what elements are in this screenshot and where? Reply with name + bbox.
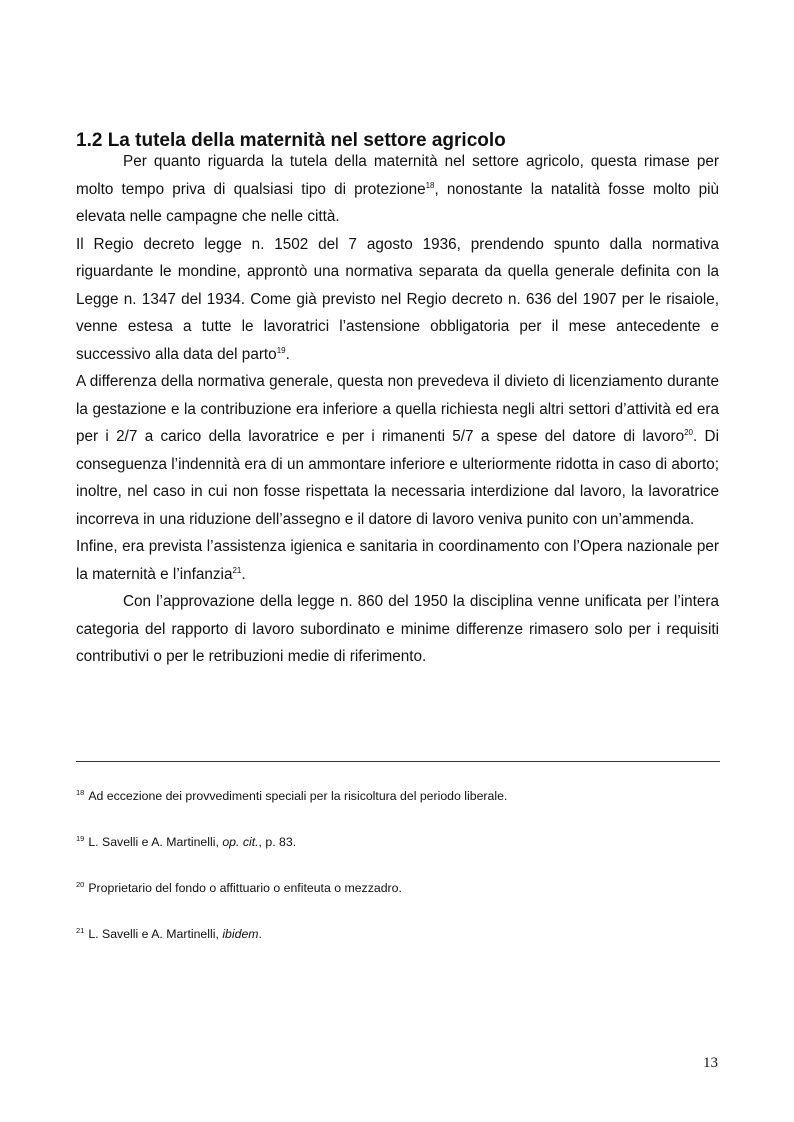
footnote-text: L. Savelli e A. Martinelli,: [88, 927, 223, 941]
section-heading: 1.2 La tutela della maternità nel settore agricolo: [76, 129, 506, 151]
footnote-text: L. Savelli e A. Martinelli,: [88, 835, 223, 849]
body-text: [76, 148, 719, 671]
footnote-ref-20[interactable]: 20: [684, 428, 693, 437]
paragraph-4-text: Infine, era prevista l’assistenza igienica e sanitaria in coordinamento con l’Opera nazionale per la maternità e l’infanzia: [76, 538, 719, 583]
footnote-separator: [76, 761, 720, 762]
page-number: 13: [703, 1055, 718, 1071]
paragraph-4: [76, 533, 719, 588]
paragraph-1-text-end: , nonostante la natalità fosse molto più elevata nelle campagne che nelle città.: [76, 180, 719, 225]
footnote-number: 20: [76, 880, 85, 889]
paragraph-2: [76, 231, 719, 369]
footnote-ref-18[interactable]: 18: [425, 180, 435, 190]
footnote-number: 19: [76, 834, 85, 843]
paragraph-1-text: Per quanto riguarda la tutela della maternità nel settore agricolo, questa rimase per molto tempo priva di qualsiasi tipo di protezione: [76, 153, 719, 198]
paragraph-1: [76, 148, 719, 231]
paragraph-5-text: Con l’approvazione della legge n. 860 del 1950 la disciplina venne unificata per l’intera categoria del rapporto di lavoro subordinato e minime differenze rimasero solo per i requisiti contributivi o per le retribuzioni medie di riferimento.: [76, 593, 719, 665]
footnote-text: Ad eccezione dei provvedimenti speciali per la risicoltura del periodo liberale.: [88, 789, 508, 803]
footnote-text-end: .: [258, 927, 262, 941]
paragraph-2-text-end: .: [285, 345, 290, 363]
footnote-text: Proprietario del fondo o affittuario o enfiteuta o mezzadro.: [88, 881, 402, 895]
paragraph-5: [76, 588, 719, 671]
footnote-italic: op. cit.: [222, 835, 259, 849]
footnote-21: [76, 925, 720, 943]
footnote-ref-19[interactable]: 19: [276, 345, 286, 355]
footnote-text-end: , p. 83.: [258, 835, 297, 849]
footnote-20: [76, 879, 720, 897]
paragraph-3-text-end: . Di conseguenza l’indennità era di un ammontare inferiore e ulteriormente ridotta in caso di aborto; inoltre, nel caso in cui non fosse rispettata la necessaria interdizione dal lavoro, la lavoratrice incorreva in una riduzione dell’assegno e il datore di lavoro veniva punito con un’ammenda.: [76, 428, 719, 528]
footnote-ref-21[interactable]: 21: [232, 565, 242, 575]
paragraph-2-text: Il Regio decreto legge n. 1502 del 7 agosto 1936, prendendo spunto dalla normativa riguardante le mondine, approntò una normativa separata da quella generale definita con la Legge n. 1347 del 1934. Come già previsto nel Regio decreto n. 636 del 1907 per le risaiole, venne estesa a tutte le lavoratrici l’astensione obbligatoria per il mese antecedente e successivo alla data del parto: [76, 235, 719, 363]
paragraph-4-text-end: .: [241, 565, 246, 583]
footnote-italic: ibidem: [222, 927, 259, 941]
footnote-number: 18: [76, 788, 85, 797]
footnotes: [76, 787, 720, 971]
paragraph-3: [76, 368, 719, 533]
paragraph-3-text: A differenza della normativa generale, questa non prevedeva il divieto di licenziamento durante la gestazione e la contribuzione era inferiore a quella richiesta negli altri settori d’attività ed era per i 2/7 a carico della lavoratrice e per i rimanenti 5/7 a spese del datore di lavoro: [76, 373, 719, 445]
footnote-19: [76, 833, 720, 851]
footnote-18: [76, 787, 720, 805]
footnote-number: 21: [76, 926, 85, 935]
